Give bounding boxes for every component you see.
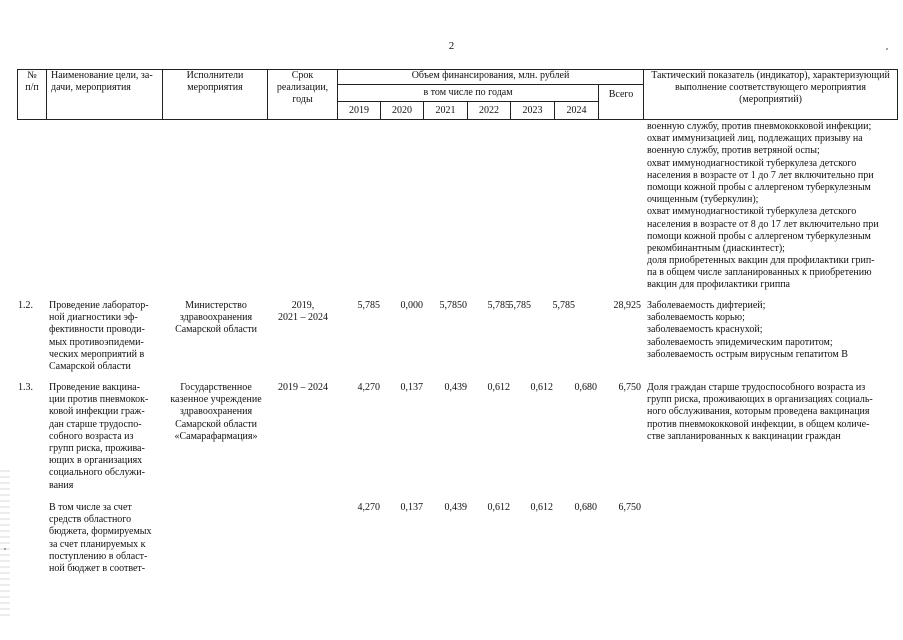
- header-indicator-label: Тактический показатель (индикатор), характеризующий выполнение соответствующего мероприятия (мероприятий): [651, 70, 890, 106]
- header-name-label: Наименование цели, за- дачи, мероприятия: [51, 70, 153, 94]
- row-value-2021: 5,7850: [439, 300, 467, 311]
- row-value-2019: 4,270: [357, 502, 380, 513]
- row-total: 28,925: [613, 300, 641, 311]
- row-name: Проведение вакцина- ции против пневмокок- ковой инфекции граж- дан старше трудоспо- собного возраста из групп риска, прожива- ющих в организациях социального обслужи- вания: [49, 382, 149, 491]
- scan-speck: [4, 548, 6, 550]
- header-year-2023: [510, 101, 555, 120]
- row-term: 2019 – 2024: [278, 382, 328, 393]
- row-value-2023: 0,612: [530, 382, 553, 393]
- header-year-2019: [337, 101, 381, 120]
- row-value-2020: 0,000: [400, 300, 423, 311]
- row-total: 6,750: [618, 502, 641, 513]
- scan-edge-artifact: [0, 470, 10, 620]
- header-year-2020: [380, 101, 424, 120]
- continued-indicator-text: военную службу, против пневмококковой инфекции; охват иммунизацией лиц, подлежащих призыву на военную службу, против ветряной оспы; охват иммунодиагностикой туберкулеза детского населения в возрасте от 1 до 7 лет включительно при помощи кожной пробы с аллергеном туберкулезным очищенным (туберкулин); охват иммунодиагностикой туберкулеза детского населения в возрасте от 8 до 17 лет включительно при помощи кожной пробы с аллергеном туберкулезным рекомбинантным (диаскинтест); доля приобретенных вакцин для профилактики грип- па в общем числе запланированных к приобретению вакцин для профилактики гриппа: [647, 121, 879, 291]
- row-value-2024: 0,680: [574, 502, 597, 513]
- header-funding-label: Объем финансирования, млн. рублей: [411, 70, 570, 81]
- header-year-label: 2019: [349, 105, 369, 116]
- header-year-2024: [554, 101, 599, 120]
- row-value-2019: 4,270: [357, 382, 380, 393]
- row-value-2021: 0,439: [444, 502, 467, 513]
- row-value-2019: 5,785: [357, 300, 380, 311]
- row-value-2022: 0,612: [487, 502, 510, 513]
- header-no-label: № п/п: [25, 70, 39, 94]
- scan-speck: [886, 48, 888, 50]
- row-value-2020: 0,137: [400, 382, 423, 393]
- header-term-label: Срок реализации, годы: [276, 70, 329, 106]
- header-year-label: 2020: [392, 105, 412, 116]
- row-indicator: Доля граждан старше трудоспособного возраста из групп риска, проживающих в организациях социаль- ного обслуживания, которым проведена вакцинация против пневмококковой инфекции, в общем количе- стве запланированных к вакцинации граждан: [647, 382, 873, 442]
- header-total: [598, 84, 644, 120]
- header-year-2021: [423, 101, 468, 120]
- row-value-2022: 0,612: [487, 382, 510, 393]
- page-number: 2: [448, 40, 455, 52]
- row-value-2022: 5,785: [487, 300, 510, 311]
- row-value-2023: 0,612: [530, 502, 553, 513]
- header-year-2022: [467, 101, 511, 120]
- row-number: 1.2.: [18, 300, 33, 311]
- row-value-2024: 0,680: [574, 382, 597, 393]
- header-indicator: [643, 69, 898, 120]
- header-year-label: 2023: [522, 105, 543, 116]
- row-indicator: Заболеваемость дифтерией; заболеваемость корью; заболеваемость краснухой; заболеваемость эпидемическим паротитом; заболеваемость острым вирусным гепатитом В: [647, 300, 848, 360]
- header-year-label: 2021: [435, 105, 456, 116]
- row-value-2020: 0,137: [400, 502, 423, 513]
- header-year-label: 2024: [566, 105, 587, 116]
- header-year-label: 2022: [479, 105, 499, 116]
- header-executor: [162, 69, 268, 120]
- header-executor-label: Исполнители мероприятия: [186, 70, 244, 94]
- row-value-2023: 5,785: [508, 300, 531, 311]
- header-including-label: в том числе по годам: [423, 87, 513, 98]
- header-name: [46, 69, 163, 120]
- header-no: [17, 69, 47, 120]
- row-value-2024: 5,785: [552, 300, 575, 311]
- row-number: 1.3.: [18, 382, 33, 393]
- row-executor: Государственное казенное учреждение здравоохранения Самарской области «Самарафармация»: [170, 382, 262, 442]
- row-term: 2019, 2021 – 2024: [278, 300, 328, 324]
- row-value-2021: 0,439: [444, 382, 467, 393]
- header-funding: [337, 69, 644, 85]
- row-name: В том числе за счет средств областного бюджета, формируемых за счет планируемых к поступлению в област- ной бюджет в соответ-: [49, 502, 152, 574]
- row-executor: Министерство здравоохранения Самарской области: [175, 300, 257, 336]
- row-name: Проведение лаборатор- ной диагностики эф- фективности проводи- мых противоэпидеми- ческих мероприятий в Самарской области: [49, 300, 149, 372]
- header-including: [337, 84, 599, 102]
- header-total-label: Всего: [608, 89, 634, 100]
- header-term: [267, 69, 338, 120]
- row-total: 6,750: [618, 382, 641, 393]
